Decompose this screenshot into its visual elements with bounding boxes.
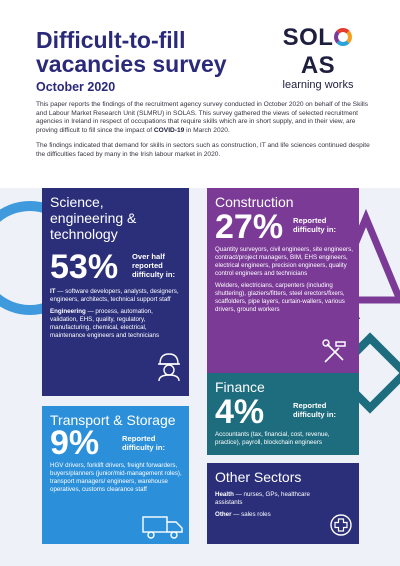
- sector-details: IT — software developers, analysts, designers, engineers, architects, technical support staff Engineering — process, automation, validation, EHS, quality, regulatory, manufacturing, chemical, electrical, maintenance engineers and technicians: [50, 288, 179, 339]
- medical-cross-icon: [329, 513, 353, 537]
- sector-stat-label: Reported difficulty in:: [293, 216, 337, 234]
- sector-title: Science, engineering & technology: [50, 194, 137, 242]
- hard-hat-worker-icon: [155, 351, 183, 381]
- sector-details: Health — nurses, GPs, healthcare assistants Other — sales roles: [215, 491, 310, 518]
- delivery-truck-icon: [142, 514, 184, 540]
- panel-finance: [207, 373, 359, 455]
- page-title: Difficult-to-fill vacancies survey: [36, 27, 227, 77]
- panel-transport-storage: [42, 406, 189, 544]
- sector-stat-label: Over half reported difficulty in:: [132, 252, 176, 279]
- logo-ring-icon: [334, 28, 352, 46]
- sector-details: Quantity surveyors, civil engineers, site engineers, contract/project managers, BIM, EHS engineers, electrical engineers, precision engineers, quality control engineers and technicians Welders, electricians, carpenters (including shuttering), glaziers/fitters, steel erectors/fixers, scaffolders, pipe layers, curtain-wallers, various drivers, ground workers: [215, 246, 353, 313]
- panel-other-sectors: [207, 463, 359, 544]
- intro-paragraph-2: The findings indicated that demand for skills in sectors such as construction, IT and life sciences continued despite the difficulties faced by many in the Irish labour market in 2020.: [36, 142, 370, 158]
- panel-construction: [207, 188, 359, 373]
- intro-paragraph-1: This paper reports the findings of the recruitment agency survey conducted in October 2020 on behalf of the Skills and Labour Market Research Unit (SLMRU) in SOLAS. This survey gathered the views of selected recruitment agencies in Ireland in respect of occupations that require skills which are in short supply, and in their view, are proving difficult to fill since the impact of COVID-19 in March 2020.: [36, 101, 369, 134]
- sector-details: Accountants (tax, financial, cost, revenue, practice), payroll, blockchain engineers: [215, 431, 330, 446]
- sector-stat: 4%: [215, 393, 265, 431]
- sector-details: HGV drivers, forklift drivers, freight forwarders, buyers/planners (junior/mid-management roles), transport managers/ engineers, warehouse operatives, customs clearance staff: [50, 462, 182, 493]
- sector-stat-label: Reported difficulty in:: [122, 434, 166, 452]
- survey-date: October 2020: [36, 80, 116, 94]
- sector-title: Finance: [215, 379, 265, 395]
- sector-stat: 9%: [50, 424, 100, 462]
- sector-stat: 27%: [215, 208, 284, 246]
- solas-logo: SOLAS learning works: [268, 24, 368, 91]
- intro-text: [36, 101, 371, 167]
- hammer-wrench-icon: [321, 336, 351, 366]
- sector-title: Transport & Storage: [50, 412, 176, 428]
- sector-title: Other Sectors: [215, 469, 302, 485]
- sector-stat-label: Reported difficulty in:: [293, 401, 337, 419]
- logo-tagline: learning works: [282, 79, 354, 91]
- sector-stat: 53%: [50, 248, 119, 286]
- sector-title: Construction: [215, 194, 294, 210]
- panel-science-engineering-technology: [42, 188, 189, 396]
